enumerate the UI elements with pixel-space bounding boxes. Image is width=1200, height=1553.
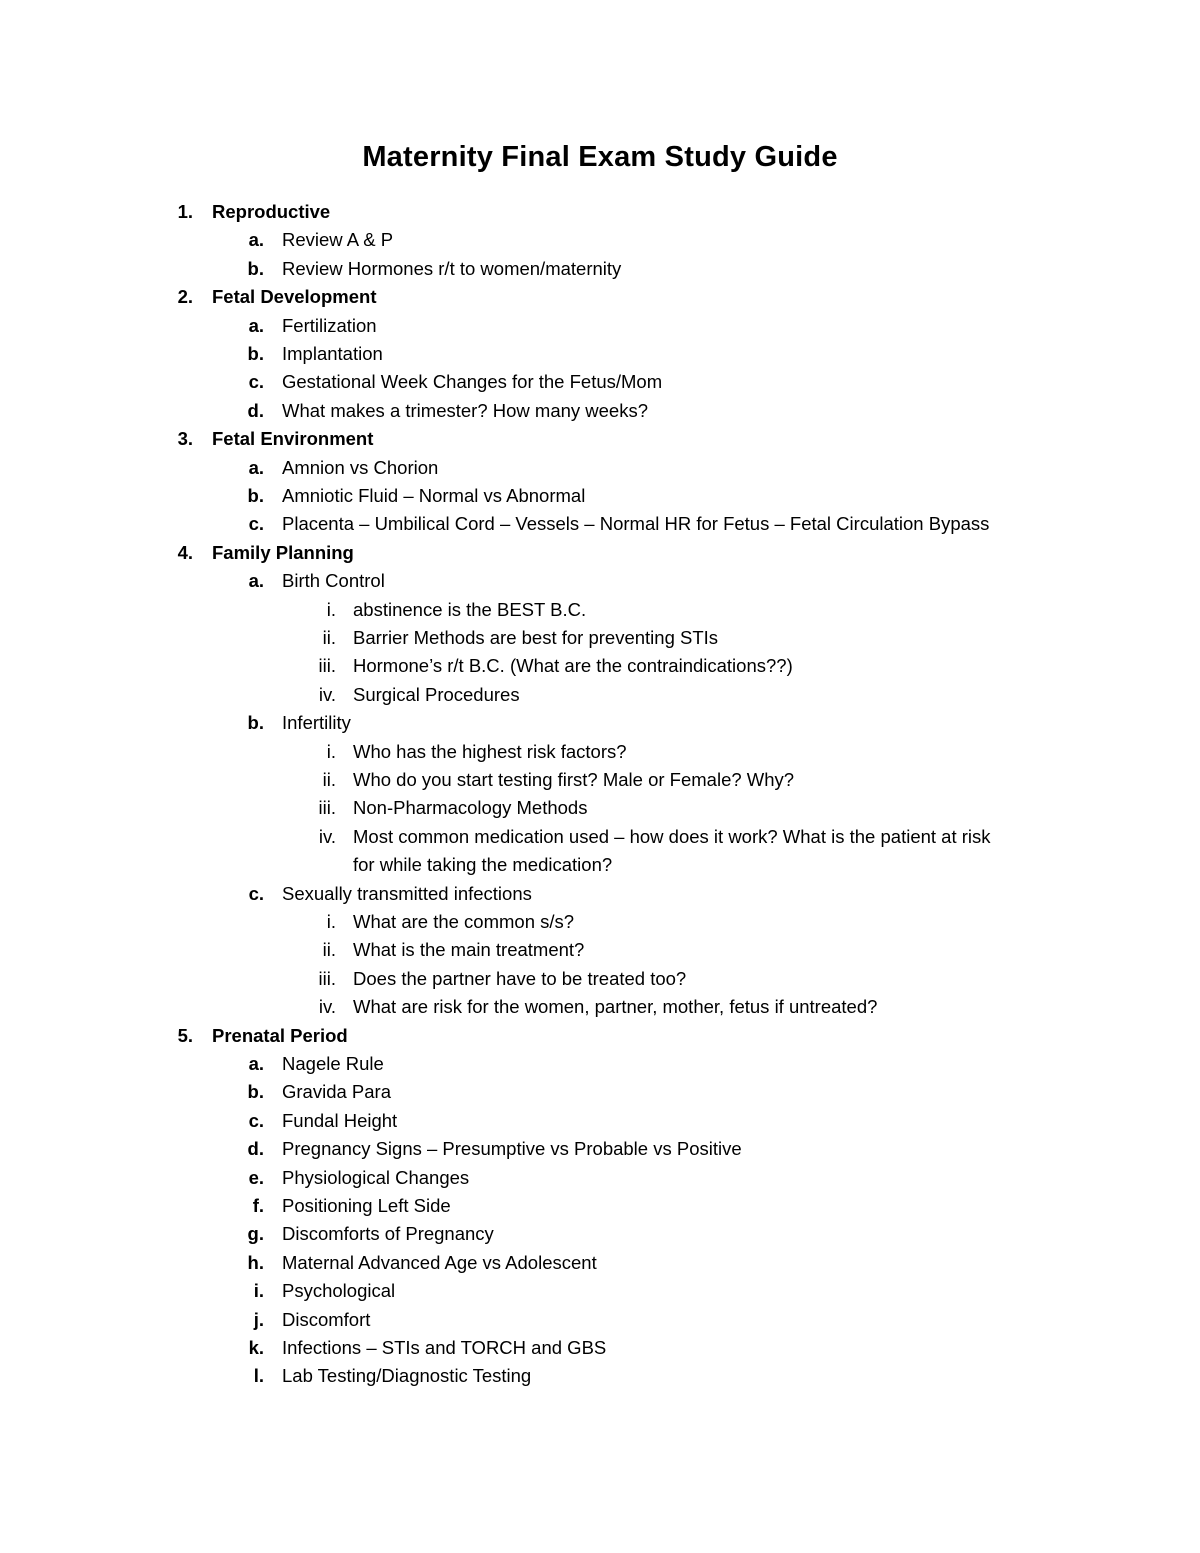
outline-item-label: Infertility <box>282 712 351 734</box>
outline-item-label: Lab Testing/Diagnostic Testing <box>282 1365 532 1387</box>
outline-subitem-marker: i. <box>326 911 336 932</box>
outline-item-label: Discomfort <box>282 1308 371 1330</box>
outline-item-label: Gravida Para <box>282 1081 391 1103</box>
outline-subitem-label: What is the main treatment? <box>353 939 585 961</box>
outline-item-marker: a. <box>248 1053 264 1074</box>
section-heading-label: Reproductive <box>212 201 331 222</box>
outline-item-label: Fertilization <box>282 314 377 336</box>
outline-subitem-marker: ii. <box>322 939 336 961</box>
outline-item-label: Physiological Changes <box>282 1166 470 1188</box>
outline-item-label: Birth Control <box>282 570 385 592</box>
outline-item-label: What makes a trimester? How many weeks? <box>282 399 649 421</box>
outline-subitem-marker: iii. <box>318 967 336 989</box>
outline-subitem-marker: iii. <box>318 655 336 677</box>
section-heading-marker: 4. <box>177 541 193 563</box>
outline-item-label: Maternal Advanced Age vs Adolescent <box>282 1251 597 1273</box>
outline-subitem-continuation-label: for while taking the medication? <box>353 854 613 876</box>
section-heading-label: Fetal Environment <box>212 428 374 450</box>
outline-item-label: Review Hormones r/t to women/maternity <box>282 257 622 279</box>
section-heading-marker: 5. <box>177 1024 193 1046</box>
section-heading-label: Family Planning <box>212 541 354 563</box>
outline-item-label: Sexually transmitted infections <box>282 882 532 904</box>
outline-item-marker: a. <box>248 314 264 336</box>
outline-subitem-label: Non-Pharmacology Methods <box>353 797 588 819</box>
outline-item-marker: c. <box>248 1109 264 1131</box>
outline-item-label: Positioning Left Side <box>282 1195 451 1216</box>
outline-item-marker: l. <box>253 1365 264 1387</box>
outline-subitem-marker: iv. <box>318 825 336 847</box>
outline-subitem-label: What are the common s/s? <box>353 911 575 932</box>
outline-item-marker: b. <box>247 485 264 506</box>
outline-subitem-marker: iii. <box>318 797 336 819</box>
outline-item-marker: k. <box>248 1337 264 1358</box>
outline-item-marker: b. <box>247 343 264 364</box>
outline-item-marker: e. <box>248 1166 264 1188</box>
outline-subitem-label: Surgical Procedures <box>353 683 520 705</box>
outline-item-marker: a. <box>248 229 264 251</box>
outline-item-label: Psychological <box>282 1280 396 1302</box>
page-title: Maternity Final Exam Study Guide <box>362 141 838 173</box>
outline-item-label: Pregnancy Signs – Presumptive vs Probable vs Positive <box>282 1138 742 1160</box>
outline-item-marker: i. <box>253 1280 264 1302</box>
outline-item-marker: a. <box>248 456 264 478</box>
section-heading-label: Prenatal Period <box>212 1024 348 1046</box>
outline-subitem-label: Who has the highest risk factors? <box>353 740 627 762</box>
outline-item-marker: c. <box>248 882 264 904</box>
outline-subitem-label: abstinence is the BEST B.C. <box>353 598 587 620</box>
outline-subitem-marker: iv. <box>318 996 336 1018</box>
outline-item-label: Amnion vs Chorion <box>282 456 439 478</box>
outline-item-label: Nagele Rule <box>282 1053 384 1074</box>
outline-subitem-label: Does the partner have to be treated too? <box>353 967 687 989</box>
outline-item-label: Gestational Week Changes for the Fetus/Mom <box>282 371 663 393</box>
outline-item-label: Implantation <box>282 343 383 364</box>
section-heading-marker: 1. <box>177 201 193 222</box>
outline-item-label: Placenta – Umbilical Cord – Vessels – Normal HR for Fetus – Fetal Circulation Bypass <box>282 513 990 535</box>
outline-subitem-label: What are risk for the women, partner, mother, fetus if untreated? <box>353 996 878 1018</box>
section-heading-marker: 2. <box>177 286 193 308</box>
outline-item-label: Discomforts of Pregnancy <box>282 1223 494 1245</box>
outline-item-label: Review A & P <box>282 229 394 251</box>
outline-item-marker: c. <box>248 371 264 393</box>
outline-item-marker: b. <box>247 1081 264 1103</box>
outline-item-marker: j. <box>253 1308 264 1330</box>
outline-subitem-marker: i. <box>326 740 336 762</box>
outline-item-marker: d. <box>247 1138 264 1160</box>
section-heading-marker: 3. <box>177 428 193 450</box>
outline-subitem-marker: i. <box>326 598 336 620</box>
outline-item-marker: a. <box>248 570 264 592</box>
section-heading-label: Fetal Development <box>212 286 377 308</box>
outline-item-marker: b. <box>247 712 264 734</box>
outline-subitem-marker: ii. <box>322 769 336 790</box>
outline-item-label: Amniotic Fluid – Normal vs Abnormal <box>282 485 586 506</box>
outline-item-label: Fundal Height <box>282 1109 398 1131</box>
outline-subitem-label: Hormone’s r/t B.C. (What are the contraindications??) <box>353 655 793 677</box>
outline-item-marker: d. <box>247 399 264 421</box>
outline-item-marker: c. <box>248 513 264 535</box>
outline-item-marker: g. <box>247 1223 264 1245</box>
outline-subitem-label: Most common medication used – how does it work? What is the patient at risk <box>353 825 991 847</box>
outline-item-label: Infections – STIs and TORCH and GBS <box>282 1337 607 1358</box>
outline-subitem-marker: ii. <box>322 627 336 648</box>
outline-subitem-label: Who do you start testing first? Male or Female? Why? <box>353 769 795 790</box>
outline-item-marker: f. <box>252 1195 264 1216</box>
outline-subitem-label: Barrier Methods are best for preventing STIs <box>353 627 719 648</box>
outline-subitem-marker: iv. <box>318 683 336 705</box>
outline-item-marker: h. <box>247 1251 264 1273</box>
outline-item-marker: b. <box>247 257 264 279</box>
